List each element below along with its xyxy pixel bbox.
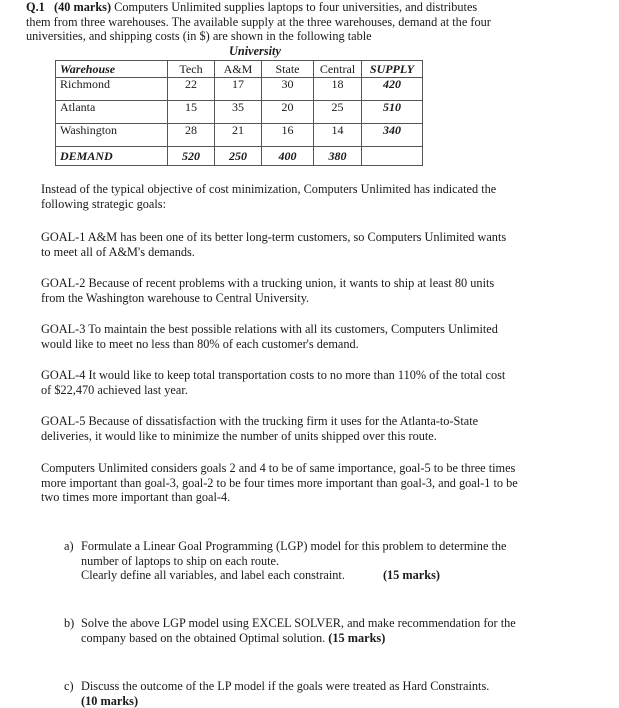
cost-cell: 21 xyxy=(215,124,262,147)
header-central: Central xyxy=(314,61,362,78)
intro-line-1: Q.1 (40 marks) Computers Unlimited supplies laptops to four universities, and distributes xyxy=(26,0,478,14)
cost-cell: 14 xyxy=(314,124,362,147)
strategic-goals-intro: Instead of the typical objective of cost minimization, Computers Unlimited has indicated the following strategic goals: xyxy=(41,182,497,211)
intro-line-3: universities, and shipping costs (in $) are shown in the following table xyxy=(26,29,372,44)
demand-row xyxy=(56,147,423,166)
cost-cell: 28 xyxy=(168,124,215,147)
cost-cell: 30 xyxy=(262,78,314,101)
goal-4: GOAL-4 It would like to keep total transportation costs to no more than 110% of the total cost of $22,470 achieved last year. xyxy=(41,368,506,397)
goal-5: GOAL-5 Because of dissatisfaction with the trucking firm it uses for the Atlanta-to-State deliveries, it would like to minimize the number of units shipped over this route. xyxy=(41,414,479,443)
goal-3: GOAL-3 To maintain the best possible relations with all its customers, Computers Unlimited would like to meet no less than 80% of each customer's demand. xyxy=(41,322,498,351)
table-row xyxy=(56,78,423,101)
part-b-label: b) xyxy=(64,616,75,630)
part-c-label: c) xyxy=(64,679,74,693)
intro-line-2: them from three warehouses. The available supply at the three warehouses, demand at the four xyxy=(26,14,491,29)
part-c-marks: (10 marks) xyxy=(81,693,139,708)
cost-cell: 25 xyxy=(314,101,362,124)
goal-1: GOAL-1 A&M has been one of its better long-term customers, so Computers Unlimited wants to meet all of A&M's demands. xyxy=(41,230,507,259)
demand-cell: 250 xyxy=(215,147,262,166)
question-intro xyxy=(26,0,591,44)
goal-priorities: Computers Unlimited considers goals 2 and 4 to be of same importance, goal-5 to be three times more important than goal-3, goal-2 to be four times more important than goal-3, and goal-1 to be two times more important than goal-4. xyxy=(41,461,518,505)
empty-cell xyxy=(362,147,423,166)
university-group-label: University xyxy=(229,44,281,58)
supply-cell: 510 xyxy=(362,101,423,124)
table-header-row xyxy=(56,61,423,78)
demand-label: DEMAND xyxy=(56,147,168,166)
part-a-label: a) xyxy=(64,539,74,553)
demand-cell: 400 xyxy=(262,147,314,166)
cost-cell: 22 xyxy=(168,78,215,101)
cost-cell: 15 xyxy=(168,101,215,124)
supply-cell: 340 xyxy=(362,124,423,147)
demand-cell: 520 xyxy=(168,147,215,166)
cost-cell: 35 xyxy=(215,101,262,124)
table-row xyxy=(56,101,423,124)
header-tech: Tech xyxy=(168,61,215,78)
header-supply: SUPPLY xyxy=(362,61,423,78)
question-marks: (40 marks) xyxy=(54,0,112,14)
header-am: A&M xyxy=(215,61,262,78)
part-b-marks: (15 marks) xyxy=(328,630,386,645)
shipping-cost-table xyxy=(55,60,423,166)
demand-cell: 380 xyxy=(314,147,362,166)
supply-cell: 420 xyxy=(362,78,423,101)
row-warehouse-name: Washington xyxy=(56,124,168,147)
header-warehouse: Warehouse xyxy=(56,61,168,78)
question-number: Q.1 xyxy=(26,0,45,14)
row-warehouse-name: Richmond xyxy=(56,78,168,101)
goal-2: GOAL-2 Because of recent problems with a trucking union, it wants to ship at least 80 units from the Washington warehouse to Central University. xyxy=(41,276,495,305)
cost-cell: 18 xyxy=(314,78,362,101)
cost-cell: 17 xyxy=(215,78,262,101)
part-a-marks: (15 marks) xyxy=(382,568,440,583)
row-warehouse-name: Atlanta xyxy=(56,101,168,124)
table-row xyxy=(56,124,423,147)
cost-cell: 20 xyxy=(262,101,314,124)
cost-cell: 16 xyxy=(262,124,314,147)
header-state: State xyxy=(262,61,314,78)
